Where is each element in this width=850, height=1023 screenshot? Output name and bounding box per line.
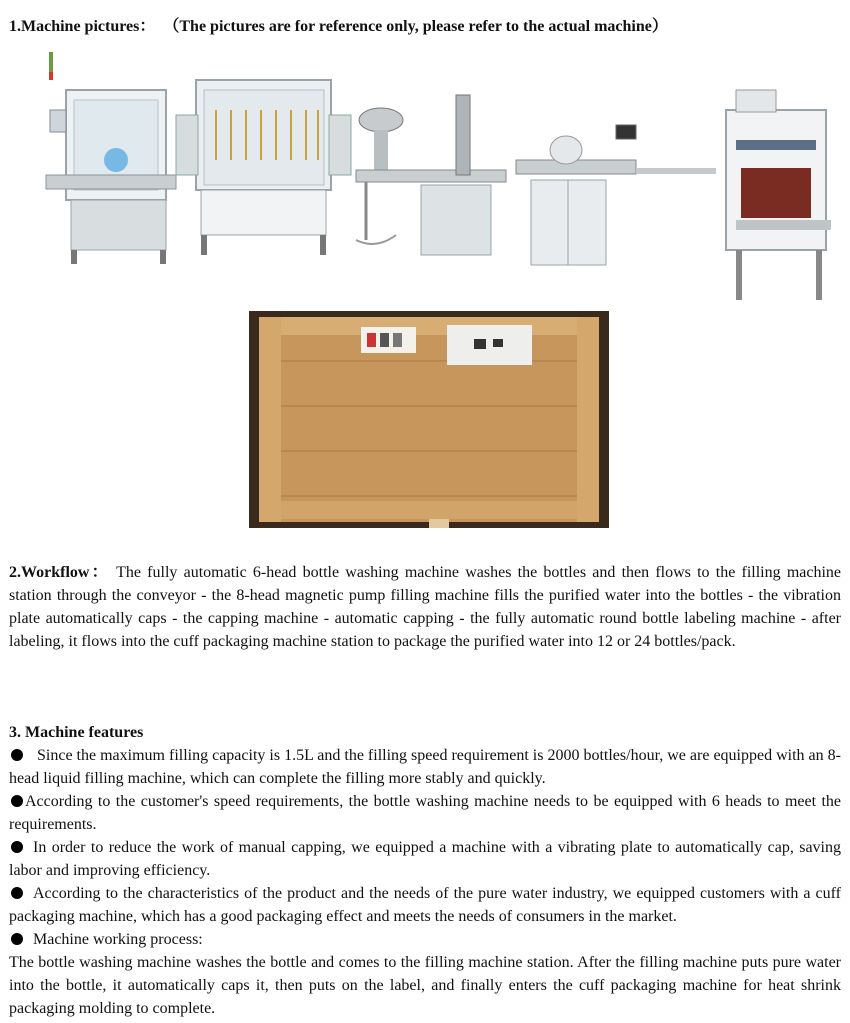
feature-item <box>9 790 841 836</box>
section1-heading <box>9 13 668 36</box>
bullet-icon <box>11 887 23 899</box>
shrink-packaging-machine <box>726 90 831 300</box>
filling-machine <box>176 80 351 255</box>
feature-item <box>9 836 841 882</box>
workflow-title: 2.Workflow： <box>9 564 110 581</box>
bottle-washing-machine <box>46 52 176 264</box>
bullet-icon <box>11 749 23 761</box>
features-title: 3. Machine features <box>9 724 144 741</box>
process-text: The bottle washing machine washes the bottle and comes to the filling machine station. After the filling machine puts pure water into the bottle, it automatically caps it, then puts on the label, and finally enters the cuff packaging machine for heat shrink packaging molding to complete. <box>9 954 841 1017</box>
feature-text: Since the maximum filling capacity is 1.5L and the filling speed requirement is 2000 bottles/hour, we are equipped with an 8-head liquid filling machine, which can complete the filling more stably and quickly. <box>9 747 841 787</box>
capping-machine <box>356 95 506 255</box>
feature-item <box>9 882 841 928</box>
production-line-image <box>36 50 840 310</box>
section1-title: 1.Machine pictures： <box>9 18 156 35</box>
labeling-machine <box>516 125 716 265</box>
workflow-text: The fully automatic 6-head bottle washing machine washes the bottles and then flows to the filling machine station through the conveyor - the 8-head magnetic pump filling machine fills the purified water into the bottles - the vibration plate automatically caps - the capping machine - automatic capping - the fully automatic round bottle labeling machine - after labeling, it flows into the cuff packaging machine station to package the purified water into 12 or 24 bottles/pack. <box>9 564 842 650</box>
feature-text: According to the characteristics of the product and the needs of the pure water industry, we equipped customers with a cuff packaging machine, which has a good packaging effect and meets the needs of consumers in the market. <box>9 885 841 925</box>
section1-note: （The pictures are for reference only, please refer to the actual machine） <box>163 18 668 35</box>
feature-text: In order to reduce the work of manual capping, we equipped a machine with a vibrating plate to automatically cap, saving labor and improving efficiency. <box>9 839 841 879</box>
feature-text: According to the customer's speed requirements, the bottle washing machine needs to be equipped with 6 heads to meet the requirements. <box>9 793 841 833</box>
bullet-icon <box>11 841 23 853</box>
bullet-icon <box>11 933 23 945</box>
bullet-icon <box>11 795 23 807</box>
feature-item <box>9 928 841 951</box>
feature-item <box>9 744 841 790</box>
workflow-section <box>9 561 841 653</box>
wooden-crate-image <box>249 311 609 528</box>
feature-text: Machine working process: <box>33 931 203 948</box>
